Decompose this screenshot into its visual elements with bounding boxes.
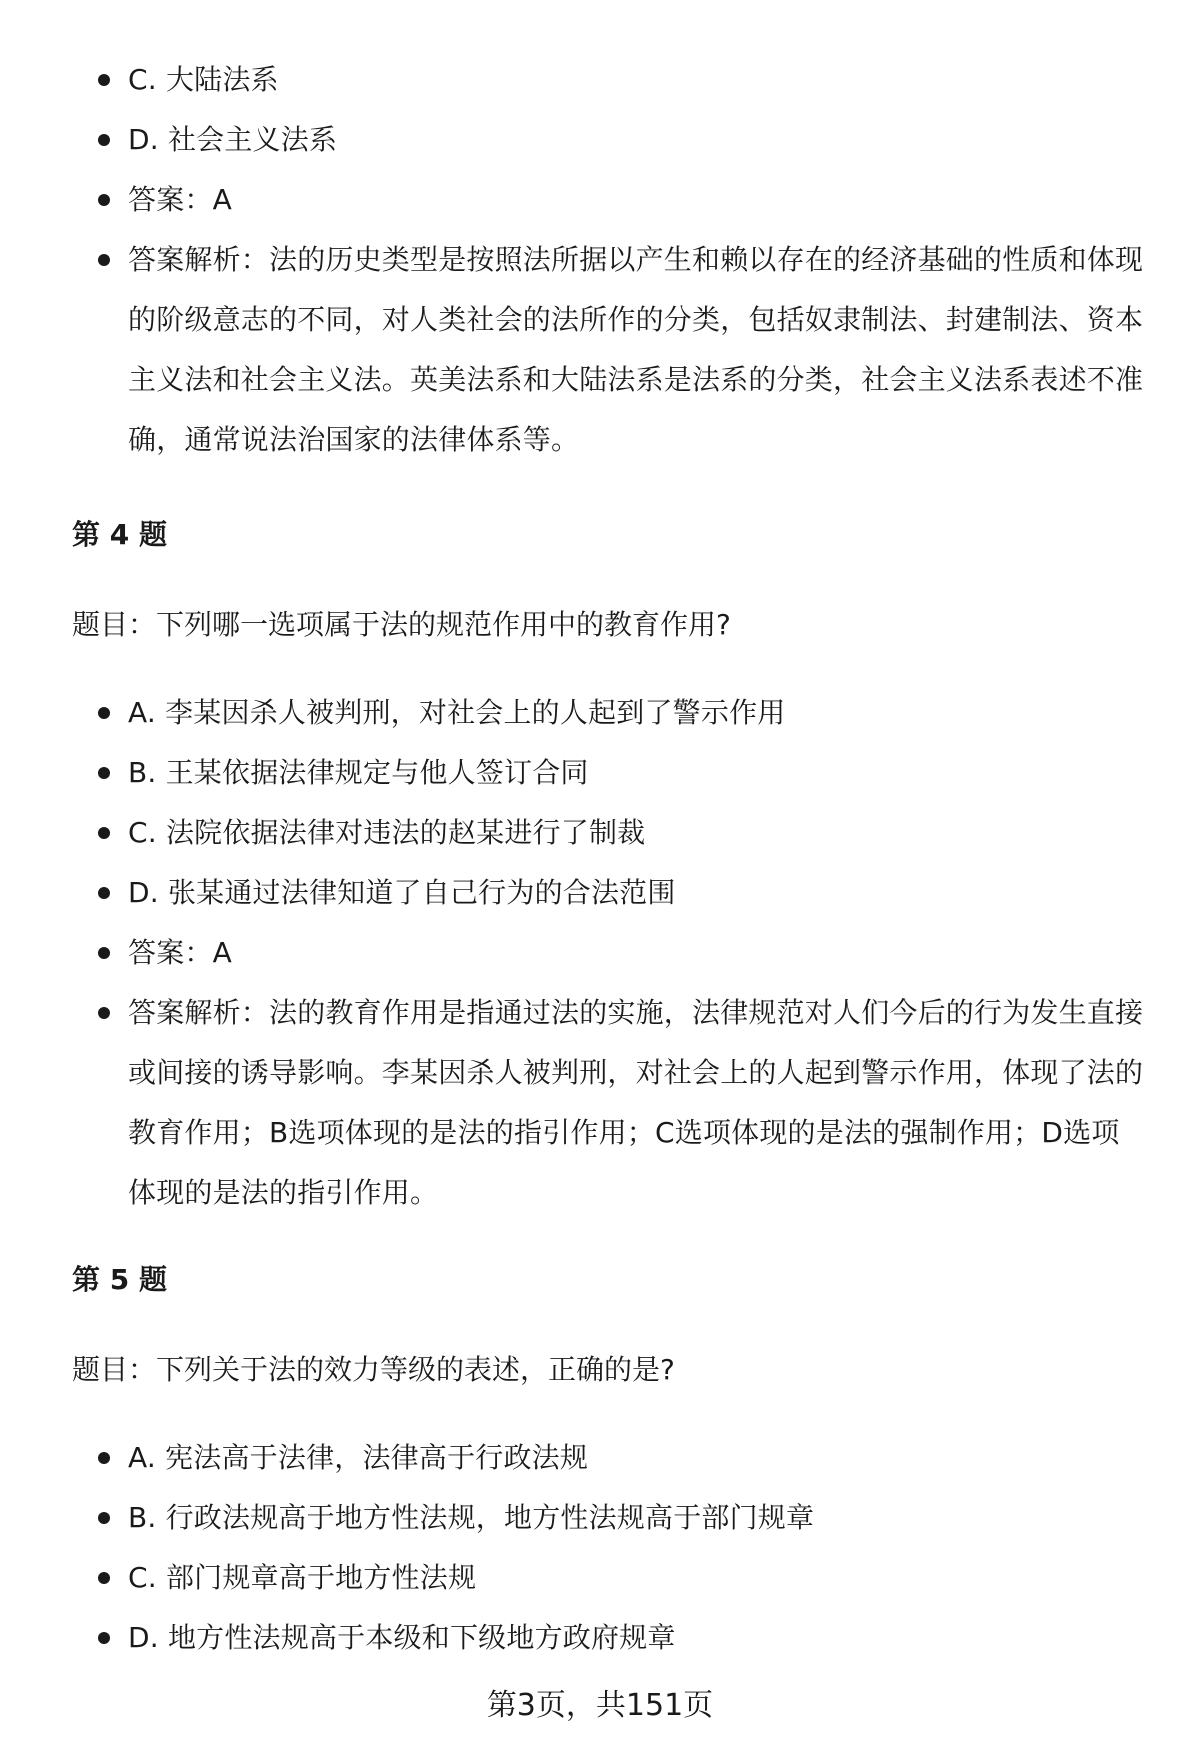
option-d: D. 张某通过法律知道了自己行为的合法范围 <box>0 863 1200 923</box>
question-4-stem: 题目：下列哪一选项属于法的规范作用中的教育作用? <box>72 608 731 641</box>
answer-explanation: 答案解析：法的教育作用是指通过法的实施，法律规范对人们今后的行为发生直接或间接的诱导影响。李某因杀人被判刑，对社会上的人起到警示作用，体现了法的教育作用；B选项体现的是法的指引作用；C选项体现的是法的强制作用；D选项体现的是法的指引作用。 <box>0 983 1200 1223</box>
question-5-title: 第 5 题 <box>72 1263 167 1296</box>
option-d: D. 地方性法规高于本级和下级地方政府规章 <box>0 1608 1200 1668</box>
question-3-options <box>0 50 1200 470</box>
option-b: B. 王某依据法律规定与他人签订合同 <box>0 743 1200 803</box>
option-c: C. 法院依据法律对违法的赵某进行了制裁 <box>0 803 1200 863</box>
question-4-options <box>0 683 1200 1223</box>
page-number: 第3页，共151页 <box>486 1688 714 1723</box>
question-3-tail <box>0 50 1200 470</box>
question-5-body <box>0 1428 1200 1668</box>
question-5-stem: 题目：下列关于法的效力等级的表述，正确的是? <box>72 1353 675 1386</box>
answer: 答案：A <box>0 923 1200 983</box>
question-5-options <box>0 1428 1200 1668</box>
answer-explanation: 答案解析：法的历史类型是按照法所据以产生和赖以存在的经济基础的性质和体现的阶级意志的不同，对人类社会的法所作的分类，包括奴隶制法、封建制法、资本主义法和社会主义法。英美法系和大陆法系是法系的分类，社会主义法系表述不准确，通常说法治国家的法律体系等。 <box>0 230 1200 470</box>
option-c: C. 大陆法系 <box>0 50 1200 110</box>
option-a: A. 李某因杀人被判刑，对社会上的人起到了警示作用 <box>0 683 1200 743</box>
option-a: A. 宪法高于法律，法律高于行政法规 <box>0 1428 1200 1488</box>
question-4-body <box>0 683 1200 1223</box>
answer: 答案：A <box>0 170 1200 230</box>
question-4-title: 第 4 题 <box>72 518 167 551</box>
option-b: B. 行政法规高于地方性法规，地方性法规高于部门规章 <box>0 1488 1200 1548</box>
option-c: C. 部门规章高于地方性法规 <box>0 1548 1200 1608</box>
option-d: D. 社会主义法系 <box>0 110 1200 170</box>
